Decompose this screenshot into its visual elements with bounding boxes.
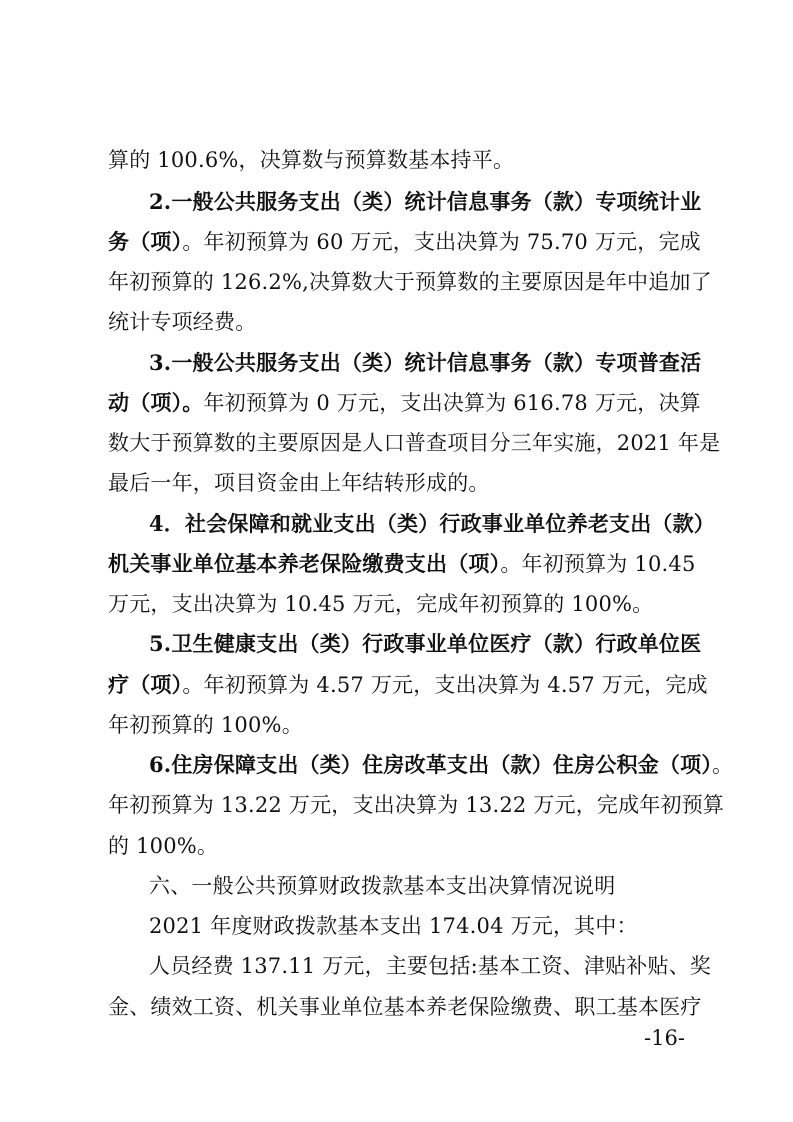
page-number: -16- xyxy=(644,1026,685,1050)
paragraph-line: 的 100%。 xyxy=(108,834,219,858)
paragraph-line: 统计专项经费。 xyxy=(108,310,257,334)
item-heading: 务（项） xyxy=(108,229,183,254)
paragraph-line xyxy=(108,383,701,423)
item-heading: 机关事业单位基本养老保险缴费支出（项） xyxy=(108,551,501,576)
paragraph-line: 最后一年，项目资金由上年结转形成的。 xyxy=(108,471,490,495)
item-heading: 4．社会保障和就业支出（类）行政事业单位养老支出（款） xyxy=(149,511,716,536)
item-text: 。 xyxy=(712,753,734,777)
paragraph-line: 年初预算为 13.22 万元，支出决算为 13.22 万元，完成年初预算 xyxy=(108,793,725,817)
paragraph-line xyxy=(108,665,708,705)
paragraph-line xyxy=(149,745,733,785)
paragraph-line: 年初预算的 126.2%,决算数大于预算数的主要原因是年中追加了 xyxy=(108,270,712,294)
paragraph-line: 万元，支出决算为 10.45 万元，完成年初预算的 100%。 xyxy=(108,592,654,616)
paragraph-line: 数大于预算数的主要原因是人口普查项目分三年实施，2021 年是 xyxy=(108,431,721,455)
paragraph-line: 2021 年度财政拨款基本支出 174.04 万元，其中： xyxy=(149,914,638,938)
paragraph-line: 算的 100.6%，决算数与预算数基本持平。 xyxy=(108,148,515,172)
item-heading: 疗（项） xyxy=(108,672,183,697)
paragraph-line: 人员经费 137.11 万元，主要包括:基本工资、津贴补贴、奖 xyxy=(149,954,712,978)
item-heading: 2.一般公共服务支出（类）统计信息事务（款）专项统计业 xyxy=(149,189,702,214)
item-text: 。年初预算为 10.45 xyxy=(500,552,696,576)
paragraph-line xyxy=(108,222,701,262)
paragraph-line: 金、绩效工资、机关事业单位基本养老保险缴费、职工基本医疗 xyxy=(108,995,702,1019)
item-heading: 3.一般公共服务支出（类）统计信息事务（款）专项普查活 xyxy=(149,350,702,375)
item-heading: 动（项）。 xyxy=(108,390,204,415)
paragraph-line: 年初预算的 100%。 xyxy=(108,713,303,737)
item-text: 。年初预算为 4.57 万元，支出决算为 4.57 万元，完成 xyxy=(182,673,708,697)
section-title: 六、一般公共预算财政拨款基本支出决算情况说明 xyxy=(149,874,616,898)
item-text: 年初预算为 0 万元，支出决算为 616.78 万元，决算 xyxy=(203,391,701,415)
item-heading: 5.卫生健康支出（类）行政事业单位医疗（款）行政单位医 xyxy=(149,631,702,656)
paragraph-line xyxy=(108,544,696,584)
item-text: 。年初预算为 60 万元，支出决算为 75.70 万元，完成 xyxy=(182,230,701,254)
item-heading: 6.住房保障支出（类）住房改革支出（款）住房公积金（项） xyxy=(149,752,713,777)
